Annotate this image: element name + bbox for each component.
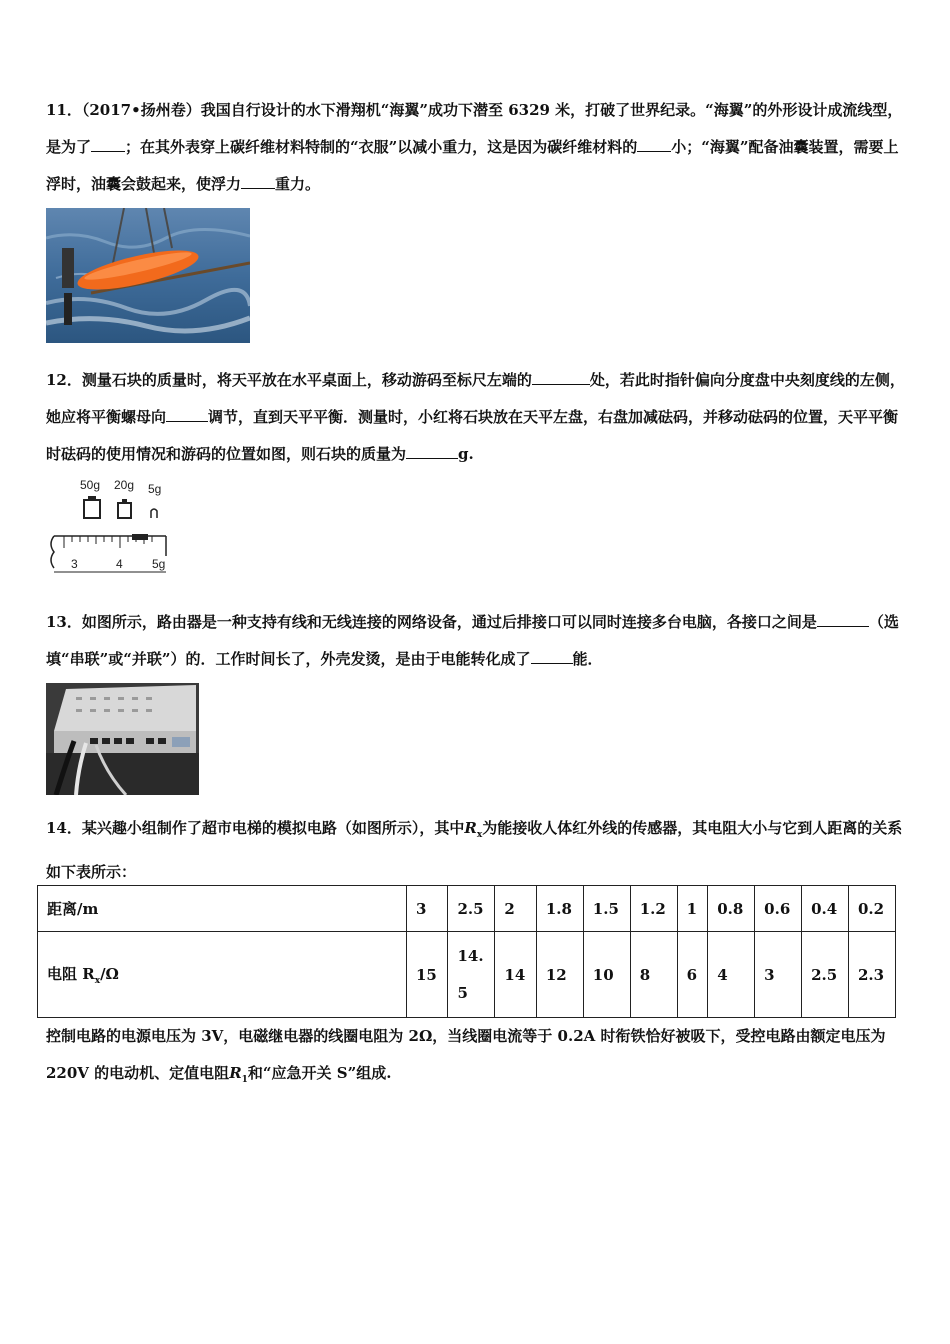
table-cell: 2 (495, 886, 536, 932)
router-photo (46, 683, 199, 795)
scale-ruler-icon (51, 534, 166, 572)
table-cell: 8 (630, 932, 677, 1018)
r1-symbol: R (229, 1064, 242, 1082)
row-label-resistance-unit: /Ω (100, 965, 119, 983)
rx-subscript: x (476, 830, 483, 840)
q11-number: 11． (46, 101, 82, 119)
q11-text-a: 我国自行设计的水下滑翔机“海翼”成功下潜至 6329 米，打破了世界纪录。“海翼”的外形设计成流线型，是为了 (46, 101, 903, 156)
table-row-distance (38, 886, 896, 932)
weight-5g-icon (151, 509, 157, 518)
q12-text-b: 处，若此时指针偏向分度盘中央刻度线的左侧，她应将平衡螺母向 (46, 371, 905, 426)
weight-label-20g: 20g (114, 478, 135, 492)
q12-blank-3 (406, 444, 458, 459)
row-label-resistance-sub: x (94, 976, 101, 986)
q12-text-d: g. (458, 445, 474, 463)
table-cell: 0.4 (802, 886, 849, 932)
q12-blank-2 (166, 407, 208, 422)
q11-text-d: 重力。 (275, 175, 321, 193)
table-cell: 10 (583, 932, 630, 1018)
weight-50g-icon (84, 496, 100, 518)
q11-blank-2 (637, 137, 671, 152)
question-14 (46, 810, 908, 891)
q11-text-c: 小；“海翼”配备油囊装置，需要上浮时，油囊会鼓起来，使浮力 (46, 138, 899, 193)
table-cell: 1.8 (536, 886, 583, 932)
q13-blank-1 (817, 612, 869, 627)
table-cell: 14 (495, 932, 536, 1018)
q12-text-c: 调节，直到天平平衡．测量时，小红将石块放在天平左盘，右盘加减砝码，并移动砝码的位置，天平平衡时砝码的使用情况和游码的位置如图，则石块的质量为 (46, 408, 899, 463)
q11-text-b: ；在其外表穿上碳纤维材料特制的“衣服”以减小重力，这是因为碳纤维材料的 (125, 138, 638, 156)
row-label-distance: 距离/m (38, 886, 407, 932)
table-cell: 15 (407, 932, 448, 1018)
q14-text-a: 某兴趣小组制作了超市电梯的模拟电路（如图所示），其中 (81, 819, 465, 837)
row-label-resistance (38, 932, 407, 1018)
question-12 (46, 362, 908, 473)
table-row-resistance (38, 932, 896, 1018)
q11-blank-1 (91, 137, 125, 152)
q12-number: 12． (46, 371, 82, 389)
rx-symbol: R (464, 819, 477, 837)
q14-number: 14． (46, 819, 82, 837)
table-cell: 2.5 (802, 932, 849, 1018)
row-label-resistance-main: 电阻 R (47, 965, 95, 983)
q14-text-d: 和“应急开关 S”组成. (247, 1064, 392, 1082)
table-cell: 12 (536, 932, 583, 1018)
weight-20g-icon (118, 499, 131, 518)
table-cell: 0.6 (755, 886, 802, 932)
table-cell: 0.2 (849, 886, 896, 932)
scale-label-5g: 5g (152, 557, 166, 571)
table-cell: 3 (407, 886, 448, 932)
q13-text-b: （选填“串联”或“并联”）的．工作时间长了，外壳发烫，是由于电能转化成了 (46, 613, 899, 668)
question-11 (46, 92, 908, 203)
table-cell: 3 (755, 932, 802, 1018)
underwater-glider-photo (46, 208, 250, 343)
q14-text-c: 控制电路的电源电压为 3V，电磁继电器的线圈电阻为 2Ω，当线圈电流等于 0.2A 时衔铁恰好被吸下，受控电路由额定电压为 220V 的电动机、定值电阻 (46, 1027, 886, 1082)
q14-text-b: 为能接收人体红外线的传感器，其电阻大小与它到人距离的关系如下表所示： (46, 819, 903, 881)
weight-label-50g: 50g (80, 478, 101, 492)
q11-source: （2017•扬州卷） (81, 101, 201, 119)
table-cell: 2.3 (849, 932, 896, 1018)
table-cell: 1.5 (583, 886, 630, 932)
q12-blank-1 (532, 370, 590, 385)
table-cell: 14. 5 (448, 932, 495, 1018)
table-cell: 1.2 (630, 886, 677, 932)
table-cell: 4 (708, 932, 755, 1018)
question-14-continued (46, 1018, 908, 1099)
q12-text-a: 测量石块的质量时，将天平放在水平桌面上，移动游码至标尺左端的 (81, 371, 532, 389)
table-cell: 6 (677, 932, 708, 1018)
q13-text-a: 如图所示，路由器是一种支持有线和无线连接的网络设备，通过后排接口可以同时连接多台电脑，各接口之间是 (81, 613, 817, 631)
weight-label-5g: 5g (148, 482, 162, 496)
q13-number: 13． (46, 613, 82, 631)
scale-label-3: 3 (71, 557, 78, 571)
q13-blank-2 (531, 649, 573, 664)
question-13 (46, 604, 908, 678)
distance-resistance-table (37, 885, 896, 1018)
table-cell: 1 (677, 886, 708, 932)
q11-blank-3 (241, 174, 275, 189)
q13-text-c: 能． (572, 650, 603, 668)
balance-weights-figure (44, 474, 172, 582)
scale-label-4: 4 (116, 557, 123, 571)
table-cell: 2.5 (448, 886, 495, 932)
r1-subscript: 1 (241, 1075, 248, 1085)
table-cell: 0.8 (708, 886, 755, 932)
